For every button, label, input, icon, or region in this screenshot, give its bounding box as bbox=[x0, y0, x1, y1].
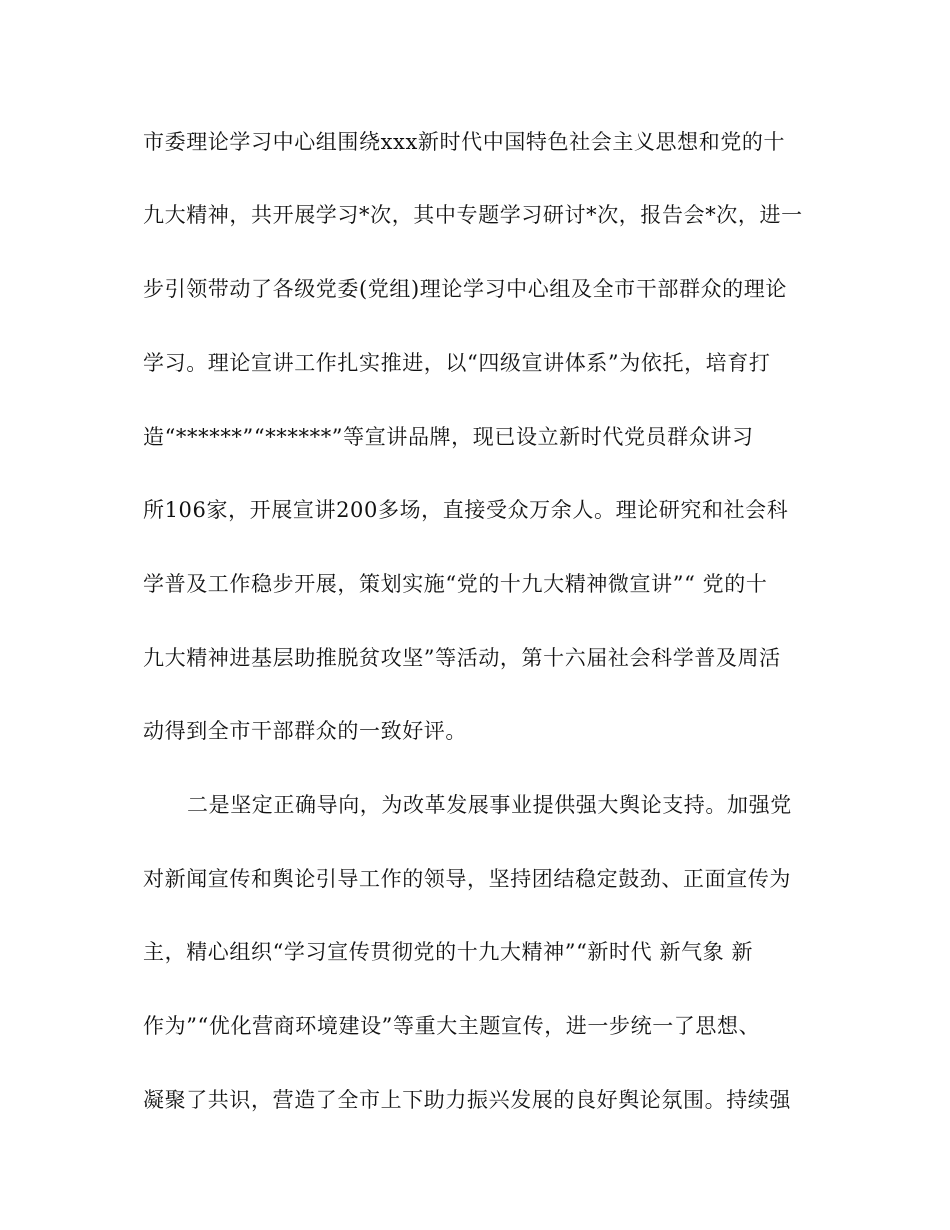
paragraph-first-line: 二是坚定正确导向，为改革发展事业提供强大舆论支持。加强党 bbox=[187, 793, 792, 817]
text-line: 九大精神进基层助推脱贫攻坚”等活动，第十六届社会科学普及周活 bbox=[143, 646, 781, 670]
text-line: 市委理论学习中心组围绕xxx新时代中国特色社会主义思想和党的十 bbox=[143, 130, 786, 154]
text-line: 步引领带动了各级党委(党组)理论学习中心组及全市干部群众的理论 bbox=[143, 277, 787, 301]
text-line: 所106家，开展宣讲200多场，直接受众万余人。理论研究和社会科 bbox=[143, 498, 789, 522]
text-line: 主，精心组织“学习宣传贯彻党的十九大精神”“新时代 新气象 新 bbox=[143, 940, 754, 964]
text-line: 学普及工作稳步开展，策划实施“党的十九大精神微宣讲”“ 党的十 bbox=[143, 572, 768, 596]
text-line: 凝聚了共识，营造了全市上下助力振兴发展的良好舆论氛围。持续强 bbox=[143, 1088, 791, 1112]
text-line: 九大精神，共开展学习*次，其中专题学习研讨*次，报告会*次，进一 bbox=[143, 203, 803, 227]
text-line: 作为”“优化营商环境建设”等重大主题宣传，进一步统一了思想、 bbox=[143, 1014, 761, 1038]
text-line: 对新闻宣传和舆论引导工作的领导，坚持团结稳定鼓劲、正面宣传为 bbox=[143, 867, 791, 891]
text-line: 造“******”“******”等宣讲品牌，现已设立新时代党员群众讲习 bbox=[143, 425, 754, 449]
text-line: 学习。理论宣讲工作扎实推进，以“四级宣讲体系”为依托，培育打 bbox=[143, 351, 771, 375]
text-line: 动得到全市干部群众的一致好评。 bbox=[143, 719, 467, 743]
